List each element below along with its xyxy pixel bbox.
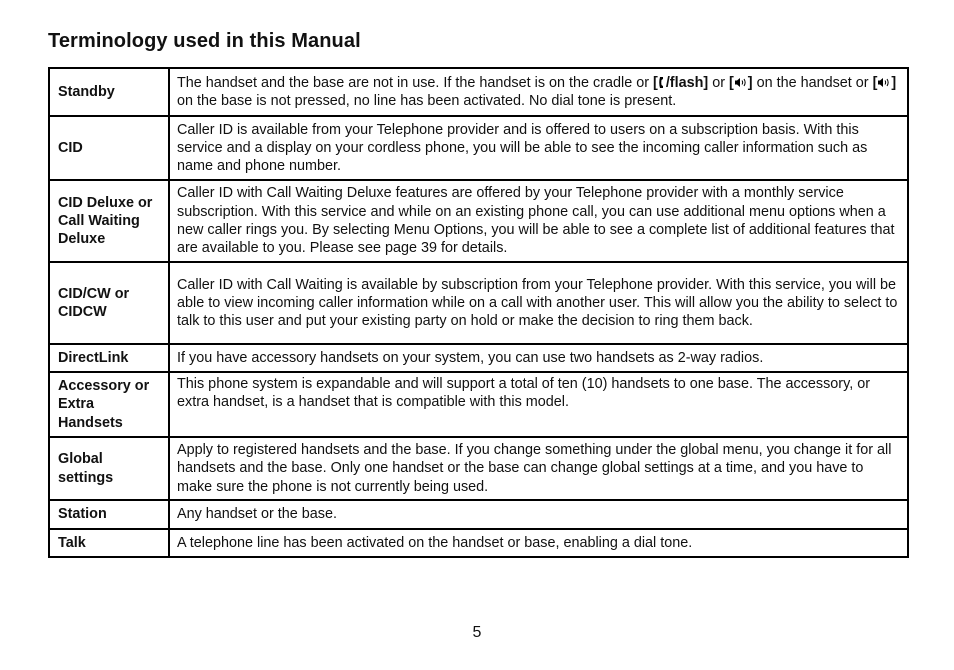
term-cell: Global settings (49, 437, 169, 500)
term-cell: DirectLink (49, 344, 169, 372)
table-row (49, 344, 908, 372)
term-cell: Standby (49, 68, 169, 116)
definition-text: on the base is not pressed, no line has been activated. No dial tone is present. (177, 93, 677, 109)
term-cell: CID Deluxe or Call Waiting Deluxe (49, 180, 169, 262)
terminology-table (48, 67, 909, 558)
definition-cell: If you have accessory handsets on your system, you can use two handsets as 2-way radios. (169, 344, 908, 372)
table-row (49, 500, 908, 529)
term-cell: CID (49, 116, 169, 180)
table-row (49, 529, 908, 557)
key-talk-flash: [ /flash] (653, 74, 709, 91)
definition-text: or (708, 74, 729, 91)
definition-cell (169, 68, 908, 116)
definition-cell: Apply to registered handsets and the base. If you change something under the global menu, you change it for all handsets and the base. Only one handset or the base can change global settings at a time, and you have to make sure the phone is not currently being used. (169, 437, 908, 500)
definition-cell: Any handset or the base. (169, 500, 908, 529)
definition-text: on the handset or (752, 74, 873, 91)
table-row (49, 68, 908, 116)
speakerphone-icon (877, 77, 891, 88)
speakerphone-icon (734, 77, 748, 88)
definition-cell: This phone system is expandable and will support a total of ten (10) handsets to one base. The accessory, or extra handset, is a handset that is compatible with this model. (169, 372, 908, 437)
term-cell: Accessory or Extra Handsets (49, 372, 169, 437)
key-speaker: [ ] (872, 74, 897, 91)
definition-cell: Caller ID is available from your Telephone provider and is offered to users on a subscription basis. With this service and a display on your cordless phone, you will be able to see the incoming caller information such as name and phone number. (169, 116, 908, 180)
page-number: 5 (472, 624, 482, 641)
term-cell: CID/CW or CIDCW (49, 262, 169, 344)
definition-text: The handset and the base are not in use. If the handset is on the cradle or (177, 74, 654, 91)
definition-cell: Caller ID with Call Waiting is available by subscription from your Telephone provider. With this service, you will be able to view incoming caller information while on a call with another user. This will allow you the ability to select to talk to this user and put your existing party on hold or make the decision to ring them back. (169, 262, 908, 344)
table-row (49, 180, 908, 262)
table-row (49, 437, 908, 500)
definition-cell: Caller ID with Call Waiting Deluxe features are offered by your Telephone provider with a monthly service subscription. With this service and while on an existing phone call, you can use additional menu options when a new caller rings you. By selecting Menu Options, you will be able to see a complete list of additional features that are available to you. Please see page 39 for details. (169, 180, 908, 262)
table-row (49, 372, 908, 437)
key-speaker: [ ] (729, 74, 753, 91)
term-cell: Talk (49, 529, 169, 557)
definition-cell: A telephone line has been activated on the handset or base, enabling a dial tone. (169, 529, 908, 557)
table-row (49, 262, 908, 344)
term-cell: Station (49, 500, 169, 529)
page-title: Terminology used in this Manual (48, 30, 361, 52)
phone-handset-icon (658, 76, 666, 89)
table-row (49, 116, 908, 180)
